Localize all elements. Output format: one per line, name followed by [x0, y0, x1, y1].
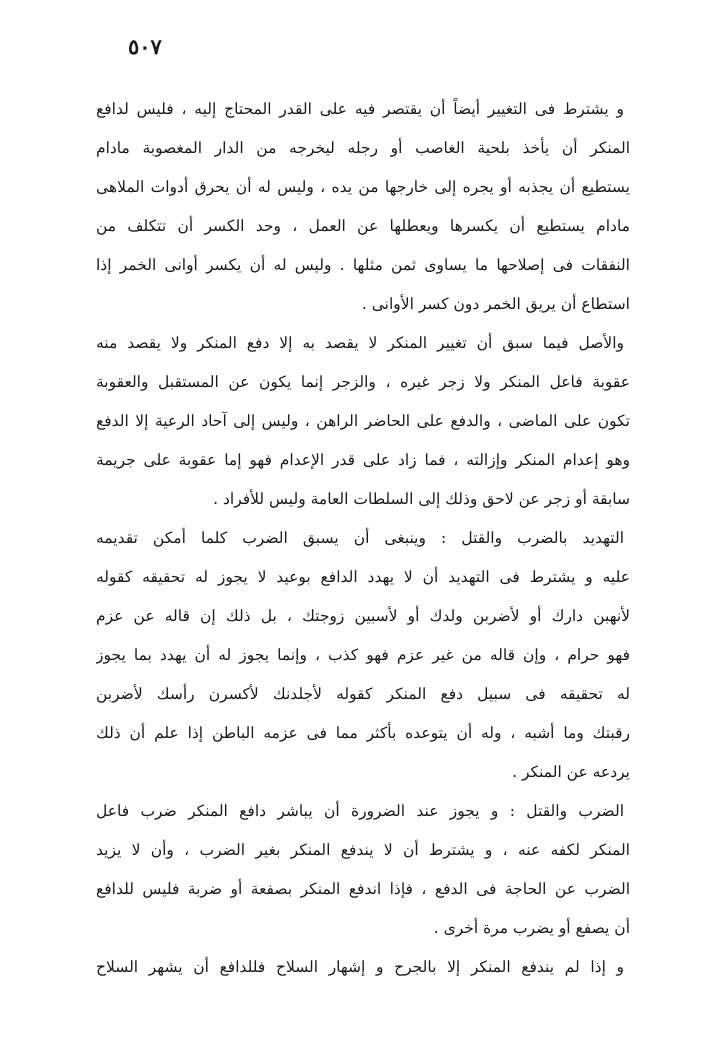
text-line: المنكر أن يأخذ بلحية الغاصب أو رجله ليخرجه من الدار المغصوبة مادام	[96, 139, 630, 157]
text-line: و إذا لم يندفع المنكر إلا بالجرح و إشهار السلاح فللدافع أن يشهر السلاح	[96, 958, 624, 976]
text-line: يردعه عن المنكر .	[512, 763, 630, 781]
text-line: مادام يستطيع أن يكسرها ويعطلها عن العمل ، وحد الكسر أن تتكلف من	[96, 217, 630, 235]
text-line: النفقات فى إصلاحها ما يساوى ثمن مثلها . وليس له أن يكسر أوانى الخمر إذا	[96, 256, 630, 274]
text-line: له تحقيقه فى سبيل دفع المنكر كقوله لأجلدنك لأكسرن رأسك لأضربن	[96, 685, 630, 703]
text-line: و يشترط فى التغيير أيضاً أن يقتصر فيه على القدر المحتاج إليه ، فليس لدافع	[96, 100, 624, 118]
text-line: يستطيع أن يجذبه أو يجره إلى خارجها من يده ، وليس له أن يحرق أدوات الملاهى	[96, 178, 630, 196]
paragraph-4	[96, 792, 630, 948]
text-line: وهو إعدام المنكر وإزالته ، فما زاد على قدر الإعدام فهو إما عقوبة على جريمة	[96, 451, 630, 469]
text-line: الضرب عن الحاجة فى الدفع ، فإذا اندفع المنكر بصفعة أو ضربة فليس للدافع	[96, 880, 630, 898]
page-number: ٥٠٧	[128, 34, 162, 59]
text-line: عقوبة فاعل المنكر ولا زجر غيره ، والزجر إنما يكون عن المستقبل والعقوبة	[96, 373, 630, 391]
text-line: الضرب والقتل : و يجوز عند الضرورة أن يباشر دافع المنكر ضرب فاعل	[96, 802, 624, 820]
text-line: عليه و يشترط فى التهديد أن لا يهدد الدافع بوعيد لا يجوز له تحقيقه كقوله	[96, 568, 630, 586]
text-line: استطاع أن يريق الخمر دون كسر الأوانى .	[361, 295, 630, 313]
text-line: والأصل فيما سبق أن تغيير المنكر لا يقصد به إلا دفع المنكر ولا يقصد منه	[96, 334, 624, 352]
text-line: تكون على الماضى ، والدفع على الحاضر الراهن ، وليس إلى آحاد الرعية إلا الدفع	[96, 412, 630, 430]
paragraph-2	[96, 324, 630, 519]
text-line: التهديد بالضرب والقتل : وينبغى أن يسبق الضرب كلما أمكن تقديمه	[96, 529, 624, 547]
paragraph-3	[96, 519, 630, 792]
paragraph-5	[96, 948, 630, 987]
text-line: رقبتك وما أشبه ، وله أن يتوعده بأكثر مما فى عزمه الباطن إذا علم أن ذلك	[96, 724, 630, 742]
text-line: أن يصفع أو يضرب مرة أخرى .	[433, 919, 630, 937]
text-line: سابقة أو زجر عن لاحق وذلك إلى السلطات العامة وليس للأفراد .	[213, 490, 630, 508]
text-line: فهو حرام ، وإن قاله من غير عزم فهو كذب ، وإنما يجوز له أن يهدد بما يجوز	[96, 646, 630, 664]
text-line: لأنهبن دارك أو لأضربن ولدك أو لأسبين زوجتك ، بل ذلك إن قاله عن عزم	[96, 607, 630, 625]
paragraph-1	[96, 90, 630, 324]
text-line: المنكر لكفه عنه ، و يشترط أن لا يندفع المنكر بغير الضرب ، وأن لا يزيد	[96, 841, 630, 859]
